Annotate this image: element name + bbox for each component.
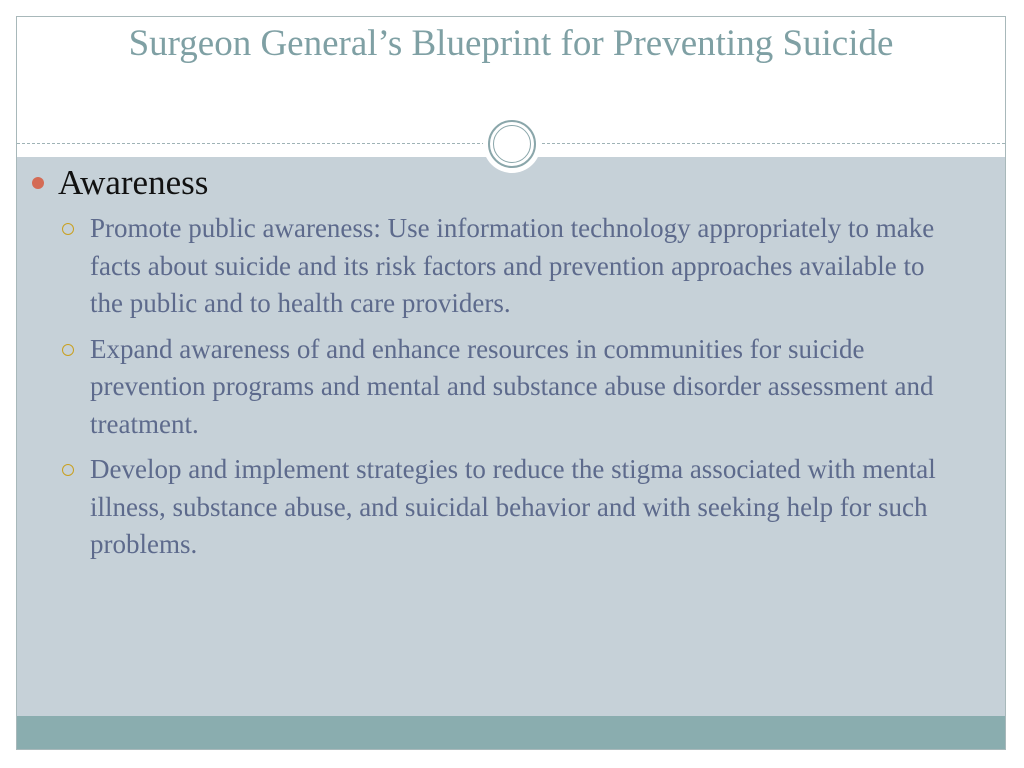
hollow-circle-bullet-icon: [62, 223, 74, 235]
sub-bullet-item: [28, 331, 948, 444]
sub-bullet-text: Develop and implement strategies to reduce the stigma associated with mental illness, substance abuse, and suicidal behavior and with seeking help for such problems.: [90, 454, 936, 559]
slide-title: Surgeon General’s Blueprint for Preventing Suicide: [128, 23, 894, 64]
slide-content: [28, 162, 948, 572]
hollow-circle-bullet-icon: [62, 464, 74, 476]
heading-text: Awareness: [58, 163, 209, 202]
sub-bullet-item: [28, 451, 948, 564]
sub-bullet-item: [28, 210, 948, 323]
sub-bullet-text: Promote public awareness: Use information technology appropriately to make facts about suicide and its risk factors and prevention approaches available to the public and to health care providers.: [90, 213, 935, 318]
sub-bullet-text: Expand awareness of and enhance resources in communities for suicide prevention programs and mental and substance abuse disorder assessment and treatment.: [90, 333, 934, 439]
bullet-heading: [28, 162, 948, 204]
filled-circle-bullet-icon: [32, 177, 44, 189]
footer-bar: [17, 716, 1005, 750]
hollow-circle-bullet-icon: [62, 344, 74, 356]
